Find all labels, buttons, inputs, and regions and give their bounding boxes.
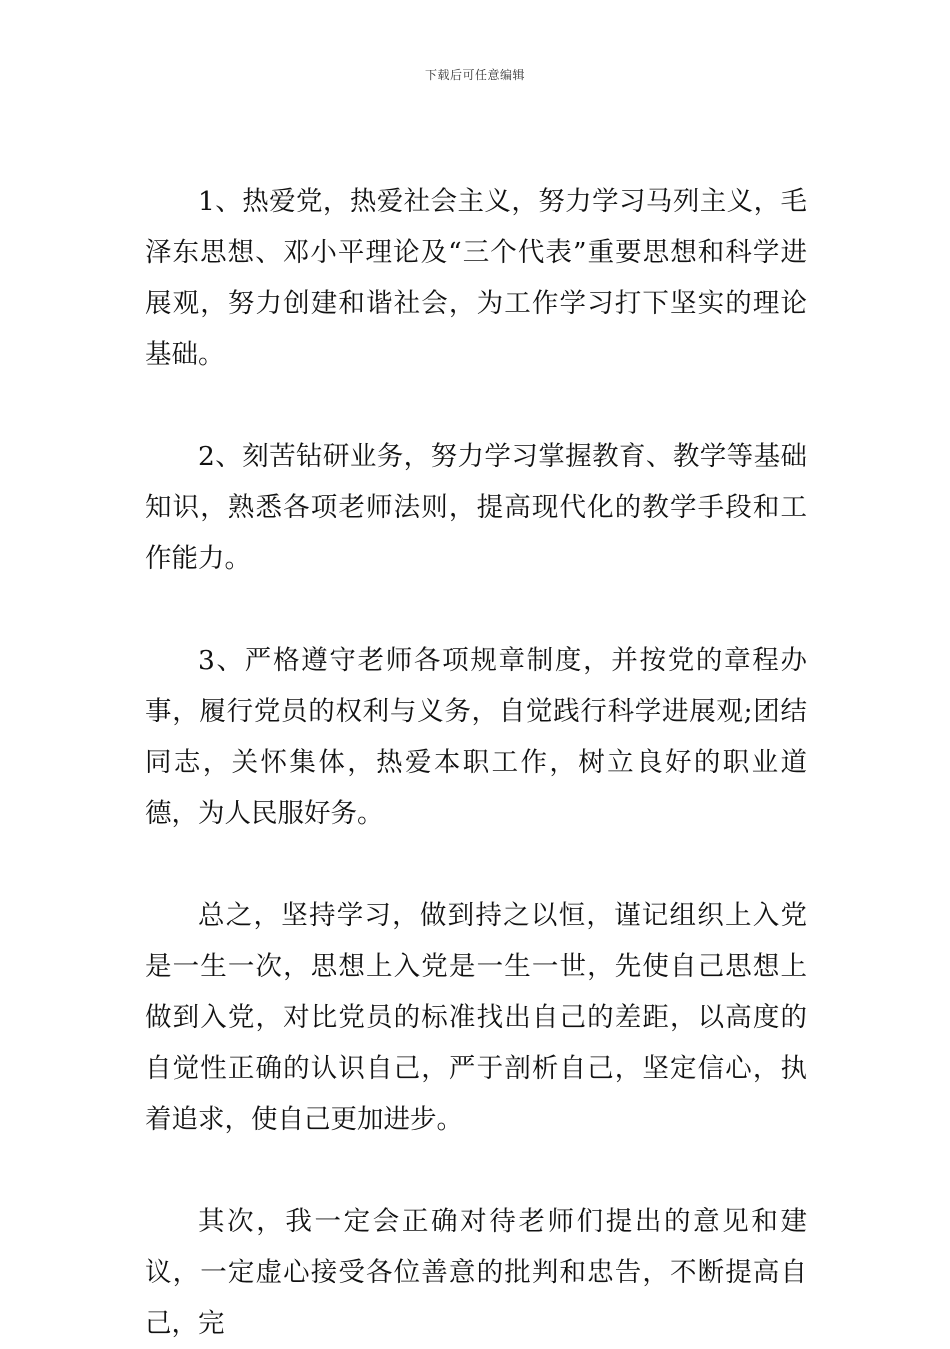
paragraph-3: 3、严格遵守老师各项规章制度，并按党的章程办事，履行党员的权利与义务，自觉践行科学进展观;团结同志，关怀集体，热爱本职工作，树立良好的职业道德，为人民服好务。	[145, 645, 807, 829]
document-body	[145, 176, 807, 1349]
paragraph-next: 其次，我一定会正确对待老师们提出的意见和建议，一定虚心接受各位善意的批判和忠告，不断提高自己，完	[145, 1206, 807, 1339]
paragraph-2: 2、刻苦钻研业务，努力学习掌握教育、教学等基础知识，熟悉各项老师法则，提高现代化的教学手段和工作能力。	[145, 441, 807, 574]
paragraph-1: 1、热爱党，热爱社会主义，努力学习马列主义，毛泽东思想、邓小平理论及“三个代表”重要思想和科学进展观，努力创建和谐社会，为工作学习打下坚实的理论基础。	[145, 186, 807, 370]
paragraph-summary: 总之，坚持学习，做到持之以恒，谨记组织上入党是一生一次，思想上入党是一生一世，先使自己思想上做到入党，对比党员的标准找出自己的差距，以高度的自觉性正确的认识自己，严于剖析自己，坚定信心，执着追求，使自己更加进步。	[145, 900, 807, 1135]
header-note: 下载后可任意编辑	[424, 68, 525, 82]
